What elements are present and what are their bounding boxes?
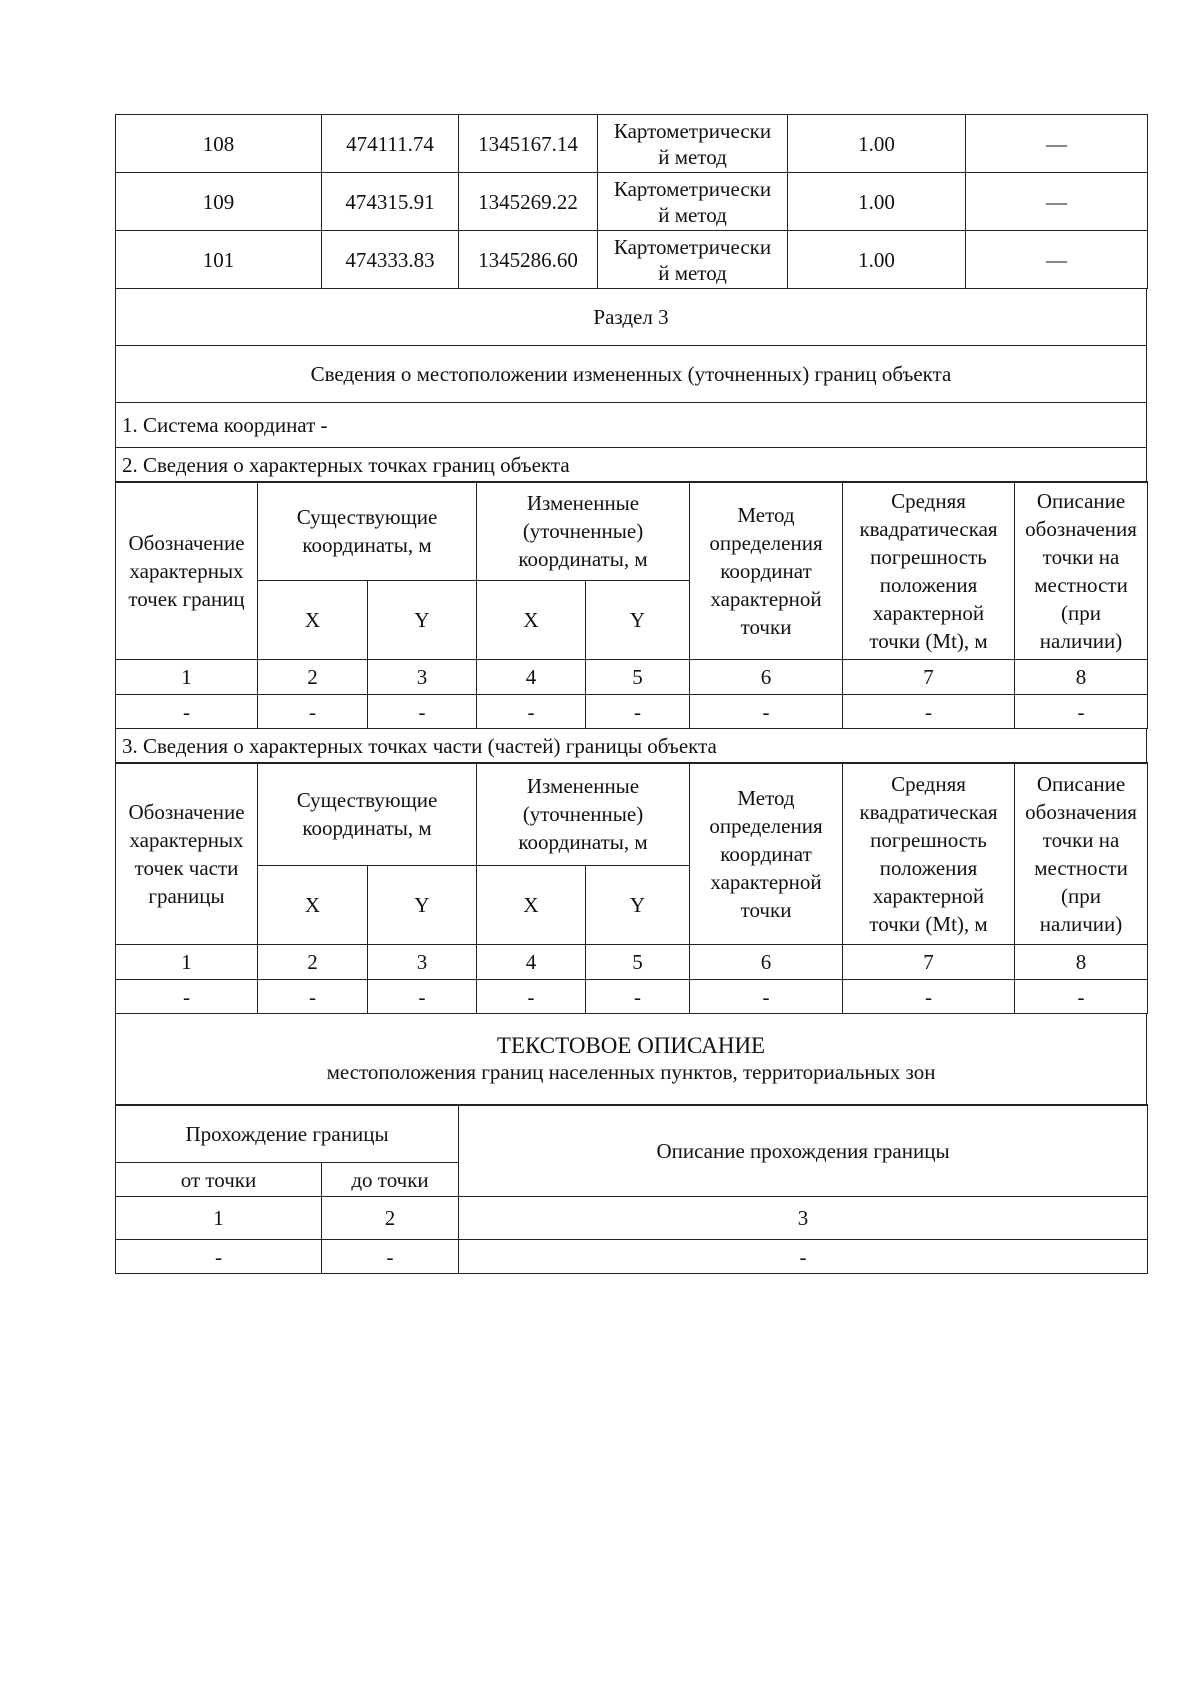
part-boundary-points-table xyxy=(115,762,1148,1014)
empty-cell: - xyxy=(1015,695,1148,729)
col-method: Метод определения координат характерной точки xyxy=(690,482,843,660)
text-description-title-cell xyxy=(116,1013,1147,1105)
table-row xyxy=(116,173,1148,231)
boundary-points-table xyxy=(115,481,1148,729)
table-row xyxy=(116,980,1148,1014)
coord-y: 1345286.60 xyxy=(459,231,598,289)
part-2-title: 2. Сведения о характерных точках границ объекта xyxy=(116,447,1147,482)
mt-value: 1.00 xyxy=(788,173,966,231)
col-number: 3 xyxy=(368,660,477,695)
method-cell: Картометрически й метод xyxy=(598,231,788,289)
col-y: Y xyxy=(586,866,690,945)
point-description: — xyxy=(966,173,1148,231)
table-row xyxy=(116,231,1148,289)
boundary-passage-table xyxy=(115,1104,1148,1274)
col-changed-coords: Измененные (уточненные) координаты, м xyxy=(477,763,690,866)
col-y: Y xyxy=(586,581,690,660)
section-title: Раздел 3 xyxy=(116,288,1147,345)
col-point-designation: Обозначение характерных точек границ xyxy=(116,482,258,660)
coord-y: 1345269.22 xyxy=(459,173,598,231)
col-number: 1 xyxy=(116,660,258,695)
col-number: 3 xyxy=(459,1197,1148,1240)
empty-cell: - xyxy=(116,980,258,1014)
col-number: 1 xyxy=(116,945,258,980)
col-number: 7 xyxy=(843,660,1015,695)
part-3-header xyxy=(115,728,1147,764)
column-numbers-row xyxy=(116,945,1148,980)
empty-cell: - xyxy=(116,1240,322,1274)
empty-cell: - xyxy=(459,1240,1148,1274)
empty-cell: - xyxy=(690,695,843,729)
col-number: 7 xyxy=(843,945,1015,980)
from-point-header: от точки xyxy=(116,1163,322,1197)
col-mean-error: Средняя квадратическая погрешность положения характерной точки (Mt), м xyxy=(843,763,1015,945)
coord-x: 474333.83 xyxy=(322,231,459,289)
col-method: Метод определения координат характерной точки xyxy=(690,763,843,945)
col-number: 2 xyxy=(258,660,368,695)
passage-header: Прохождение границы xyxy=(116,1105,459,1163)
empty-cell: - xyxy=(368,695,477,729)
col-y: Y xyxy=(368,581,477,660)
text-description-title: ТЕКСТОВОЕ ОПИСАНИЕ xyxy=(496,1033,766,1058)
col-number: 1 xyxy=(116,1197,322,1240)
mt-value: 1.00 xyxy=(788,231,966,289)
col-number: 5 xyxy=(586,660,690,695)
method-cell: Картометрически й метод xyxy=(598,173,788,231)
col-number: 8 xyxy=(1015,660,1148,695)
to-point-header: до точки xyxy=(322,1163,459,1197)
empty-cell: - xyxy=(843,980,1015,1014)
point-number: 109 xyxy=(116,173,322,231)
coord-y: 1345167.14 xyxy=(459,115,598,173)
empty-cell: - xyxy=(258,695,368,729)
point-description: — xyxy=(966,115,1148,173)
col-x: X xyxy=(258,866,368,945)
col-description: Описание обозначения точки на местности (при наличии) xyxy=(1015,763,1148,945)
empty-cell: - xyxy=(368,980,477,1014)
coord-x: 474111.74 xyxy=(322,115,459,173)
table-row xyxy=(116,695,1148,729)
col-number: 4 xyxy=(477,945,586,980)
col-number: 8 xyxy=(1015,945,1148,980)
col-number: 5 xyxy=(586,945,690,980)
table-row xyxy=(116,115,1148,173)
coord-x: 474315.91 xyxy=(322,173,459,231)
empty-cell: - xyxy=(586,980,690,1014)
mt-value: 1.00 xyxy=(788,115,966,173)
text-description-header xyxy=(115,1013,1147,1106)
col-changed-coords: Измененные (уточненные) координаты, м xyxy=(477,482,690,581)
col-number: 2 xyxy=(258,945,368,980)
point-description: — xyxy=(966,231,1148,289)
empty-cell: - xyxy=(1015,980,1148,1014)
col-x: X xyxy=(477,581,586,660)
empty-cell: - xyxy=(586,695,690,729)
method-cell: Картометрически й метод xyxy=(598,115,788,173)
col-mean-error: Средняя квадратическая погрешность положения характерной точки (Mt), м xyxy=(843,482,1015,660)
empty-cell: - xyxy=(477,695,586,729)
column-numbers-row xyxy=(116,660,1148,695)
point-number: 101 xyxy=(116,231,322,289)
empty-cell: - xyxy=(843,695,1015,729)
empty-cell: - xyxy=(477,980,586,1014)
col-number: 6 xyxy=(690,945,843,980)
col-number: 4 xyxy=(477,660,586,695)
empty-cell: - xyxy=(322,1240,459,1274)
section-3-header xyxy=(115,288,1147,483)
table-row xyxy=(116,1240,1148,1274)
col-x: X xyxy=(477,866,586,945)
document-page xyxy=(115,114,1147,1274)
section-subtitle: Сведения о местоположении измененных (уточненных) границ объекта xyxy=(116,345,1147,402)
point-number: 108 xyxy=(116,115,322,173)
text-description-subtitle: местоположения границ населенных пунктов, территориальных зон xyxy=(326,1060,936,1084)
col-existing-coords: Существующие координаты, м xyxy=(258,482,477,581)
column-numbers-row xyxy=(116,1197,1148,1240)
empty-cell: - xyxy=(258,980,368,1014)
col-number: 6 xyxy=(690,660,843,695)
coordinates-table xyxy=(115,114,1148,289)
coordinate-system: 1. Система координат - xyxy=(116,402,1147,447)
passage-description-header: Описание прохождения границы xyxy=(459,1105,1148,1197)
empty-cell: - xyxy=(690,980,843,1014)
col-description: Описание обозначения точки на местности (при наличии) xyxy=(1015,482,1148,660)
col-y: Y xyxy=(368,866,477,945)
col-point-designation: Обозначение характерных точек части границы xyxy=(116,763,258,945)
part-3-title: 3. Сведения о характерных точках части (частей) границы объекта xyxy=(116,728,1147,763)
col-number: 3 xyxy=(368,945,477,980)
col-existing-coords: Существующие координаты, м xyxy=(258,763,477,866)
col-number: 2 xyxy=(322,1197,459,1240)
empty-cell: - xyxy=(116,695,258,729)
col-x: X xyxy=(258,581,368,660)
